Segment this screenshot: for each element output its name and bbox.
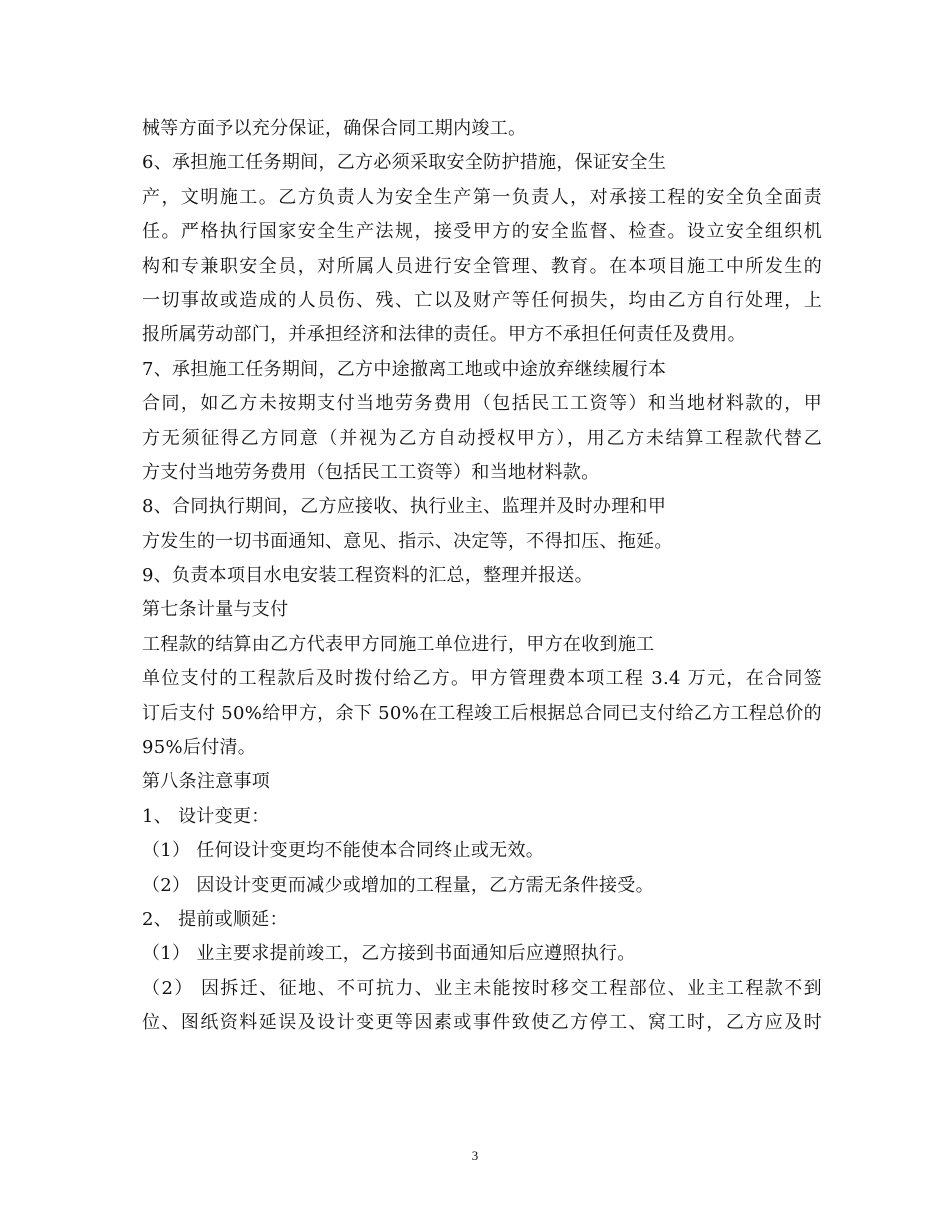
document-body: [142, 112, 822, 1041]
list-item: （1） 业主要求提前竣工，乙方接到书面通知后应遵照执行。: [142, 943, 636, 965]
text-line: 产，文明施工。乙方负责人为安全生产第一负责人，对承接工程的安全负全面责: [142, 186, 822, 208]
text-line: 7、承担施工任务期间，乙方中途撤离工地或中途放弃继续履行本: [142, 358, 667, 380]
text-line: 订后支付 50%给甲方，余下 50%在工程竣工后根据总合同已支付给乙方工程总价的: [142, 702, 822, 724]
section-heading: 第七条计量与支付: [142, 599, 289, 621]
list-item: （2） 因设计变更而减少或增加的工程量，乙方需无条件接受。: [142, 874, 654, 896]
text-line: 构和专兼职安全员，对所属人员进行安全管理、教育。在本项目施工中所发生的: [142, 255, 822, 277]
text-line: 95%后付清。: [142, 737, 257, 759]
text-line: 任。严格执行国家安全生产法规，接受甲方的安全监督、检查。设立安全组织机: [142, 221, 822, 243]
list-item: 2、 提前或顺延：: [142, 908, 288, 930]
text-line: 6、承担施工任务期间，乙方必须采取安全防护措施，保证安全生: [142, 152, 667, 174]
text-line: 合同，如乙方未按期支付当地劳务费用（包括民工工资等）和当地材料款的，甲: [142, 393, 822, 415]
page-number: 3: [471, 1148, 479, 1163]
text-line: 8、合同执行期间，乙方应接收、执行业主、监理并及时办理和甲: [142, 496, 667, 518]
text-line: 工程款的结算由乙方代表甲方同施工单位进行，甲方在收到施工: [142, 633, 655, 655]
list-item: （1） 任何设计变更均不能使本合同终止或无效。: [142, 840, 545, 862]
text-line: 9、负责本项目水电安装工程资料的汇总，整理并报送。: [142, 565, 593, 587]
section-heading: 第八条注意事项: [142, 771, 271, 793]
text-line: 方发生的一切书面通知、意见、指示、决定等，不得扣压、拖延。: [142, 530, 673, 552]
text-line: 方无须征得乙方同意（并视为乙方自动授权甲方），用乙方未结算工程款代替乙: [142, 427, 822, 449]
text-line: 报所属劳动部门，并承担经济和法律的责任。甲方不承担任何责任及费用。: [142, 324, 746, 346]
text-line: 单位支付的工程款后及时拨付给乙方。甲方管理费本项工程 3.4 万元，在合同签: [142, 668, 822, 690]
list-item: 1、 设计变更：: [142, 805, 270, 827]
list-item: （2） 因拆迁、征地、不可抗力、业主未能按时移交工程部位、业主工程款不到: [142, 977, 822, 999]
text-line: 械等方面予以充分保证，确保合同工期内竣工。: [142, 118, 527, 139]
text-line: 位、图纸资料延误及设计变更等因素或事件致使乙方停工、窝工时，乙方应及时: [142, 1012, 822, 1034]
text-line: 一切事故或造成的人员伤、残、亡以及财产等任何损失，均由乙方自行处理，上: [142, 289, 822, 311]
text-line: 方支付当地劳务费用（包括民工工资等）和当地材料款。: [142, 461, 600, 483]
